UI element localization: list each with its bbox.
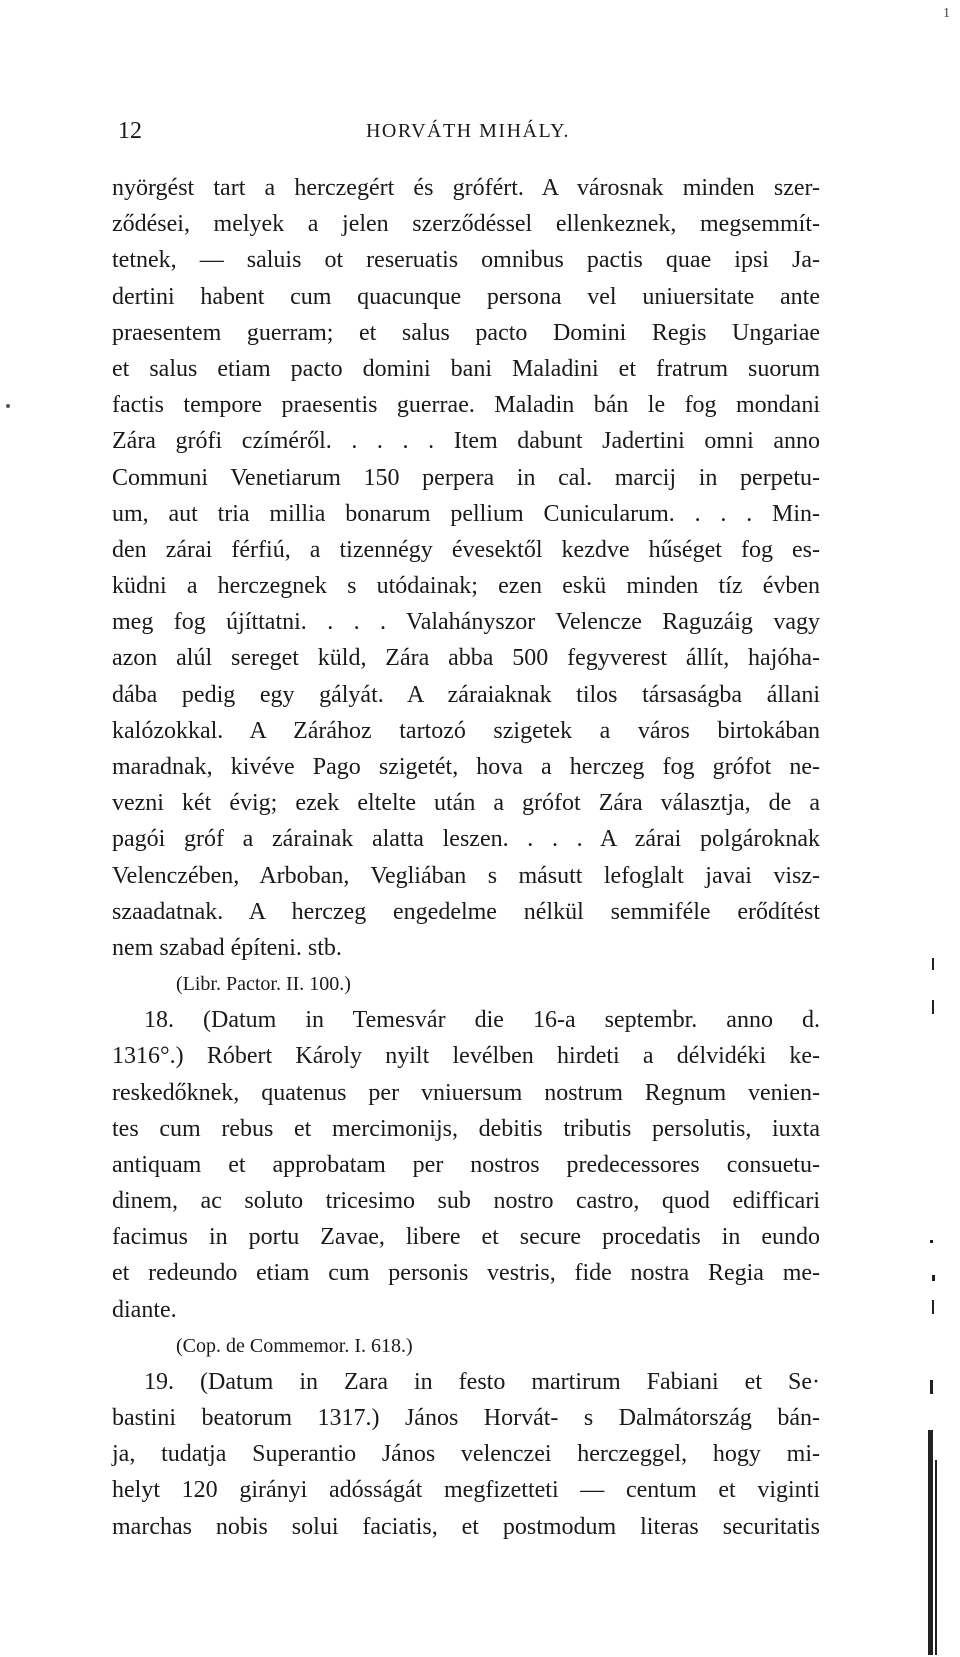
text-line: antiquam et approbatam per nostros predecessores consuetu- [112,1151,820,1178]
text-line: helyt 120 girányi adósságát megfizetteti — centum et viginti [112,1477,820,1504]
citation-cop-de-commemor: (Cop. de Commemor. I. 618.) [176,1334,413,1357]
edge-mark [930,1380,933,1394]
text-line: et redeundo etiam cum personis vestris, fide nostra Regia me- [112,1260,820,1287]
text-line: meg fog újíttatni. . . . Valahányszor Velencze Raguzáig vagy [112,609,820,636]
edge-mark [928,1430,933,1655]
edge-mark [932,958,934,970]
edge-mark [932,1000,934,1014]
text-line: maradnak, kivéve Pago szigetét, hova a herczeg fog grófot ne- [112,754,820,780]
text-line: 19. (Datum in Zara in festo martirum Fabiani et Se· [144,1368,820,1395]
text-line: azon alúl sereget küld, Zára abba 500 fegyverest állít, hajóha- [112,645,820,672]
citation-libr-pactor: (Libr. Pactor. II. 100.) [176,973,351,996]
text-line: dinem, ac soluto tricesimo sub nostro castro, quod edifficari [112,1188,820,1215]
text-line: reskedőknek, quatenus per vniuersum nostrum Regnum venien- [112,1079,820,1106]
text-line: ződései, melyek a jelen szerződéssel ellenkeznek, megsemmít- [112,211,820,238]
text-line: diante. [112,1296,177,1323]
text-line: Communi Venetiarum 150 perpera in cal. marcij in perpetu- [112,464,820,491]
paragraph-19 [112,1364,820,1545]
text-line: dertini habent cum quacunque persona vel uniuersitate ante [112,283,820,310]
paragraph-17 [112,170,820,966]
body-text [112,170,820,1545]
margin-speck [6,404,10,408]
page-header [118,118,818,148]
text-line: factis tempore praesentis guerrae. Maladin bán le fog mondani [112,392,820,419]
text-line: den zárai férfiú, a tizennégy évesektől kezdve hűséget fog es- [112,536,820,563]
text-line: bastini beatorum 1317.) János Horvát- s Dalmátország bán- [112,1405,820,1431]
text-line: kalózokkal. A Zárához tartozó szigetek a város birtokában [112,717,820,744]
text-line: Velenczében, Arboban, Vegliában s másutt lefoglalt javai visz- [112,862,820,889]
paragraph-18 [112,1002,820,1328]
text-line: ja, tudatja Superantio János velenczei herczeggel, hogy mi- [112,1441,820,1468]
text-line: praesentem guerram; et salus pacto Domini Regis Ungariae [112,319,820,346]
text-line: marchas nobis solui faciatis, et postmodum literas securitatis [112,1513,820,1540]
edge-mark [935,1460,937,1655]
text-line: nem szabad építeni. stb. [112,934,342,961]
scan-edge-marks [900,0,960,1657]
edge-mark [932,1300,934,1314]
text-line: vezni két évig; ezek eltelte után a grófot Zára választja, de a [112,790,820,817]
text-line: nyörgést tart a herczegért és grófért. A városnak minden szer- [112,175,820,201]
text-line: Zára grófi czíméről. . . . . Item dabunt Jadertini omni anno [112,428,820,455]
text-line: tetnek, — saluis ot reseruatis omnibus pactis quae ipsi Ja- [112,247,820,274]
text-line: et salus etiam pacto domini bani Maladini et fratrum suorum [112,355,820,382]
text-line: 18. (Datum in Temesvár die 16-a septembr. anno d. [144,1007,820,1034]
edge-mark [932,1275,935,1281]
text-line: dába pedig egy gályát. A záraiaknak tilos társaságba állani [112,681,820,708]
text-line: tes cum rebus et mercimonijs, debitis tributis persolutis, iuxta [112,1115,820,1142]
text-line: szaadatnak. A herczeg engedelme nélkül semmiféle erődítést [112,898,820,925]
text-line: pagói gróf a zárainak alatta leszen. . . . A zárai polgároknak [112,826,820,853]
text-line: küdni a herczegnek s utódainak; ezen eskü minden tíz évben [112,573,820,600]
text-line: um, aut tria millia bonarum pellium Cunicularum. . . . Min- [112,500,820,527]
edge-mark [930,1240,933,1243]
corner-mark: 1 [943,6,950,21]
text-line: 1316°.) Róbert Károly nyilt levélben hirdeti a délvidéki ke- [112,1043,820,1070]
page-number: 12 [118,118,142,144]
text-line: facimus in portu Zavae, libere et secure procedatis in eundo [112,1224,820,1251]
running-head: HORVÁTH MIHÁLY. [365,120,571,142]
